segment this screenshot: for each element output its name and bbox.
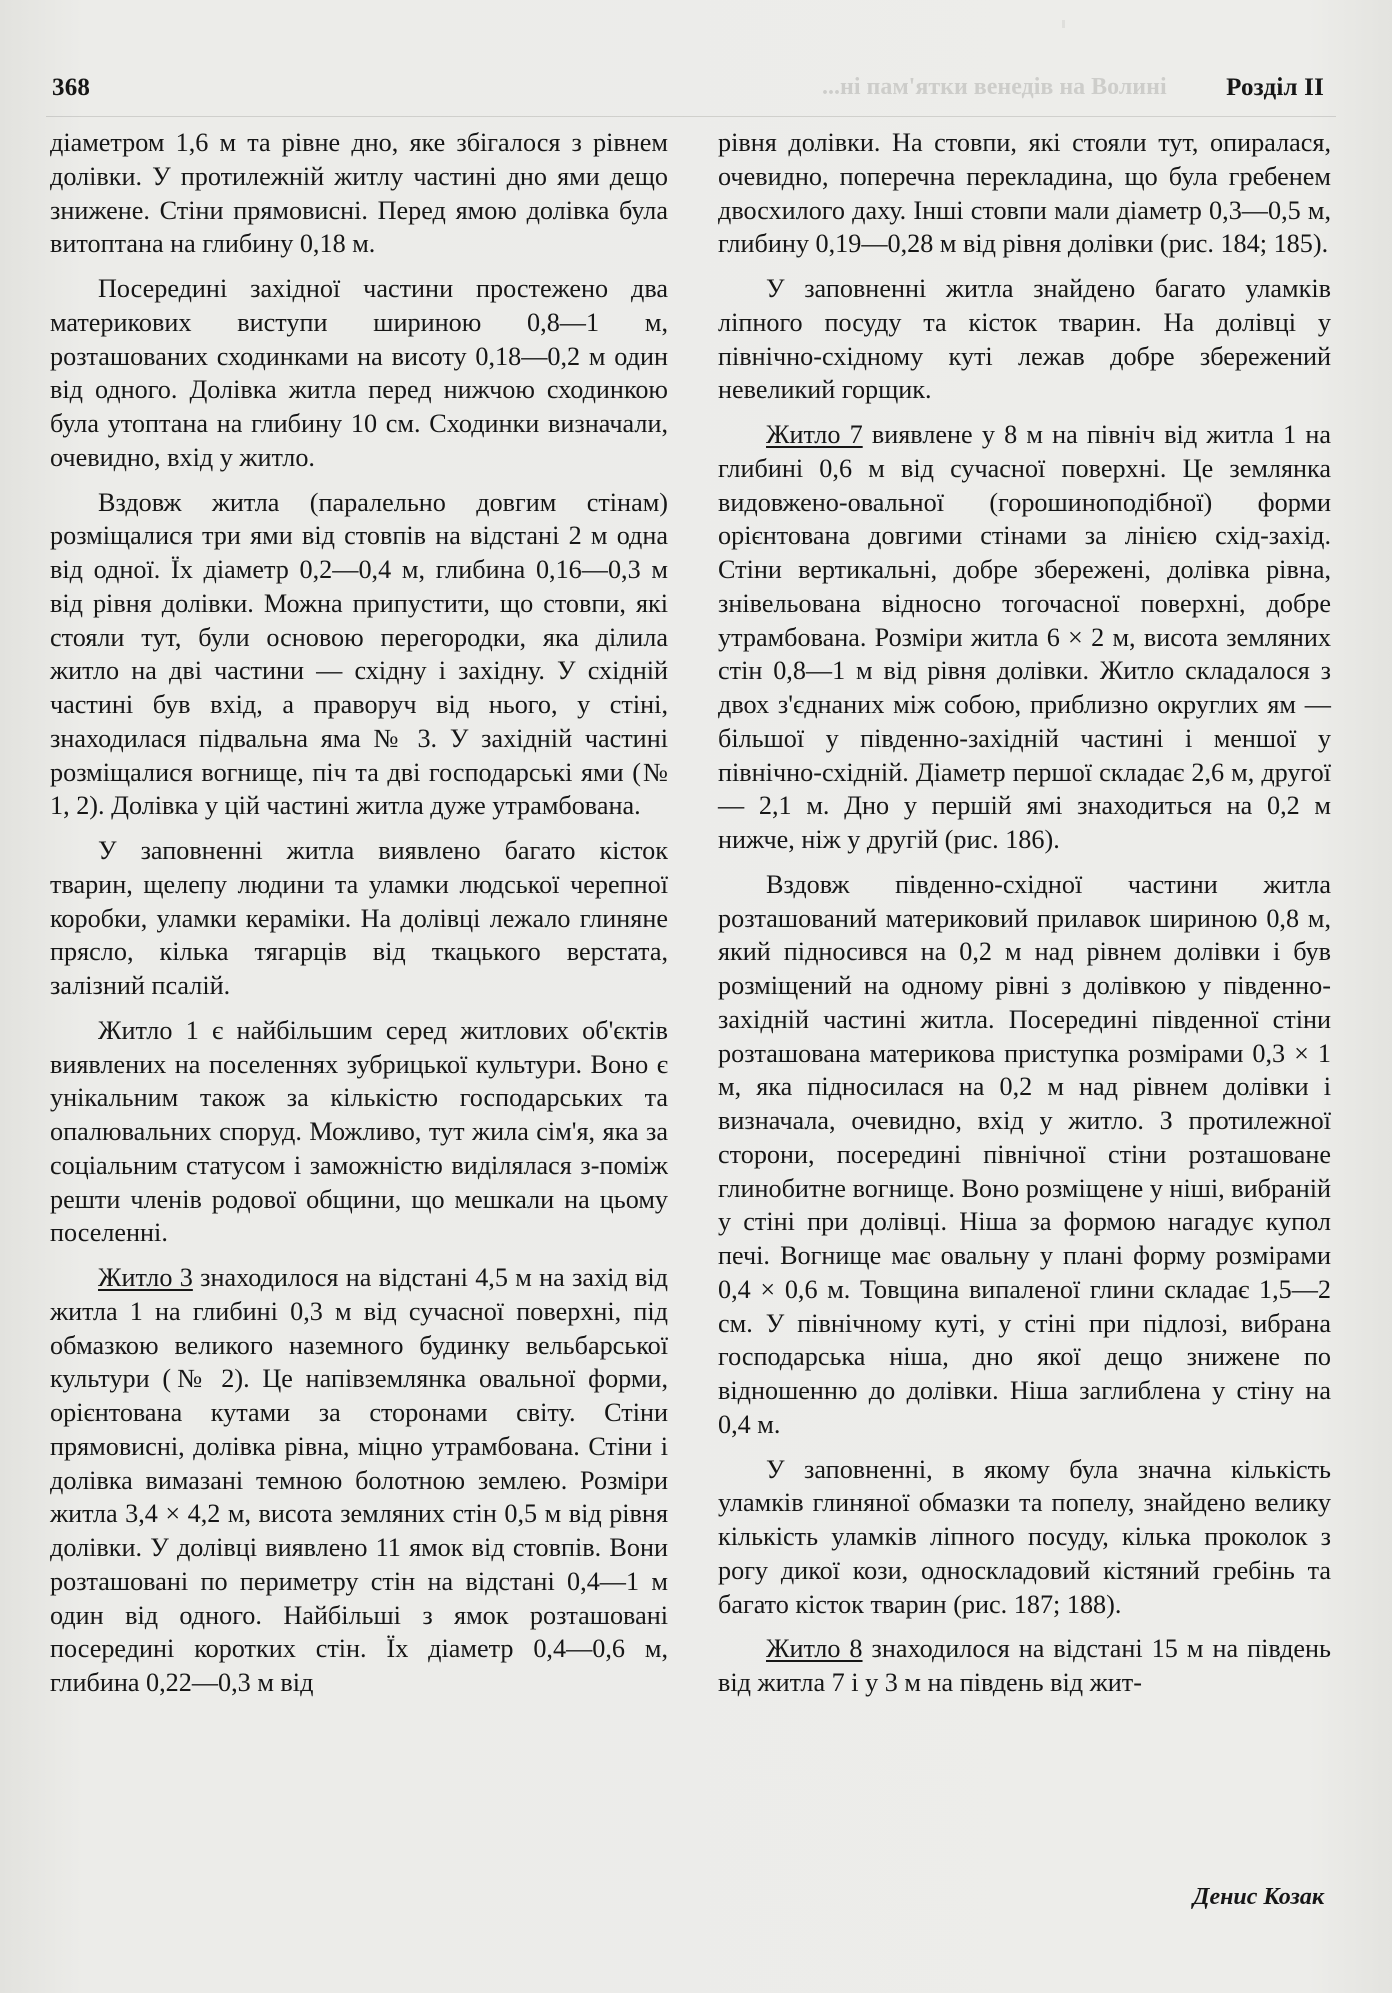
paragraph: Житло 7 виявлене у 8 м на північ від житла 1 на глибині 0,6 м від сучасної поверхні. Це землянка видовжено-овальної (горошиноподібної) форми орієнтована довгими стінами за лінією схід-захід. Стіни вертикальні, добре збережені, долівка рівна, знівельована відносно тогочасної поверхні, добре утрамбована. Розміри житла 6 × 2 м, висота земляних стін 0,8—1 м від рівня долівки. Житло складалося з двох з'єднаних між собою, приблизно округлих ям — більшої у південно-західній частині і меншої у північно-східній. Діаметр першої складає 2,6 м, другої — 2,1 м. Дно у першій ямі знаходиться на 0,2 м нижче, ніж у другій (рис. 186). xyxy=(718,420,1331,854)
paragraph: Житло 3 знаходилося на відстані 4,5 м на захід від житла 1 на глибині 0,3 м від сучасної поверхні, під обмазкою великого наземного будинку вельбарської культури (№ 2). Це напівземлянка овальної форми, орієнтована кутами за сторонами світу. Стіни прямовисні, долівка рівна, міцно утрамбована. Стіни і долівка вимазані темною болотною землею. Розміри житла 3,4 × 4,2 м, висота земляних стін 0,5 м від рівня долівки. У долівці виявлено 11 ямок від стовпів. Вони розташовані по периметру стін на відстані 0,4—1 м один від одного. Найбільші з ямок розташовані посередині коротких стін. Їх діаметр 0,4—0,6 м, глибина 0,22—0,3 м від xyxy=(50,1263,668,1697)
bleed-through-header: ...ні пам'ятки венедів на Волині xyxy=(822,74,1167,100)
dwelling-heading: Житло 3 xyxy=(98,1263,193,1292)
paragraph: Вздовж південно-східної частини житла розташований материковий прилавок шириною 0,8 м, який підносився на 0,2 м над рівнем долівки і був розміщений на одному рівні з долівкою у південно-західній частині житла. Посередині південної стіни розташована материкова приступка розмірами 0,3 × 1 м, яка підносилася на 0,2 м над рівнем долівки і визначала, очевидно, вхід у житло. З протилежної сторони, посередині північної стіни розташоване глинобитне вогнище. Воно розміщене у ніші, вибраній у стіні при долівці. Ніша за формою нагадує купол печі. Вогнище має овальну у плані форму розмірами 0,4 × 0,6 м. Товщина випаленої глини складає 1,5—2 см. У північному куті, у стіні при підлозі, вибрана господарська ніша, дно якої дещо знижене по відношенню до долівки. Ніша заглиблена у стіну на 0,4 м. xyxy=(718,869,1331,1439)
paragraph: Посередині західної частини простежено два материкових виступи шириною 0,8—1 м, розташованих сходинками на висоту 0,18—0,2 м один від одного. Долівка житла перед нижчою сходинкою була утоптана на глибину 10 см. Сходинки визначали, очевидно, вхід у житло. xyxy=(50,274,668,472)
section-title: Розділ ІІ xyxy=(1226,74,1324,101)
paragraph: діаметром 1,6 м та рівне дно, яке збігалося з рівнем долівки. У протилежній житлу частині дно ями дещо знижене. Стіни прямовисні. Перед ямою долівка була витоптана на глибину 0,18 м. xyxy=(50,128,668,259)
paragraph: У заповненні житла виявлено багато кісток тварин, щелепу людини та уламки людської черепної коробки, уламки кераміки. На долівці лежало глиняне прясло, кілька тягарців від ткацького верстата, залізний псалій. xyxy=(50,836,668,1000)
left-column xyxy=(50,126,668,1700)
paragraph: Вздовж житла (паралельно довгим стінам) розміщалися три ями від стовпів на відстані 2 м одна від одної. Їх діаметр 0,2—0,4 м, глибина 0,16—0,3 м від рівня долівки. Можна припустити, що стовпи, які стояли тут, були основою перегородки, яка ділила житло на дві частини — східну і західну. У східній частині був вхід, а праворуч від нього, у стіні, знаходилася підвальна яма № 3. У західній частині розміщалися вогнище, піч та дві господарські ями (№ 1, 2). Долівка у цій частині житла дуже утрамбована. xyxy=(50,487,668,821)
right-column xyxy=(718,126,1331,1700)
dwelling-heading: Житло 8 xyxy=(766,1634,863,1664)
dwelling-heading: Житло 7 xyxy=(766,420,863,449)
paragraph: рівня долівки. На стовпи, які стояли тут, опиралася, очевидно, поперечна перекладина, що була гребенем двосхилого даху. Інші стовпи мали діаметр 0,3—0,5 м, глибину 0,19—0,28 м від рівня долівки (рис. 184; 185). xyxy=(718,128,1331,259)
paragraph: У заповненні житла знайдено багато уламків ліпного посуду та кісток тварин. На долівці у північно-східному куті лежав добре збережений невеликий горщик. xyxy=(718,274,1331,405)
paragraph: У заповненні, в якому була значна кількість уламків глиняної обмазки та попелу, знайдено велику кількість уламків ліпного посуду, кілька проколок з рогу дикої кози, односкладовий кістяний гребінь та багато кісток тварин (рис. 187; 188). xyxy=(718,1454,1331,1619)
header-rule xyxy=(46,116,1336,117)
author-signature: Денис Козак xyxy=(1193,1884,1324,1910)
paragraph: Житло 1 є найбільшим серед житлових об'єктів виявлених на поселеннях зубрицької культури. Воно є унікальним також за кількістю господарських та опалювальних споруд. Можливо, тут жила сім'я, яка за соціальним статусом і заможністю виділялася з-поміж решти членів родової общини, що мешкали на цьому поселенні. xyxy=(50,1015,668,1248)
page-number: 368 xyxy=(52,74,91,101)
paragraph: Житло 8 знаходилося на відстані 15 м на південь від житла 7 і у 3 м на південь від жит- xyxy=(718,1634,1331,1697)
scan-speck xyxy=(1062,20,1065,28)
